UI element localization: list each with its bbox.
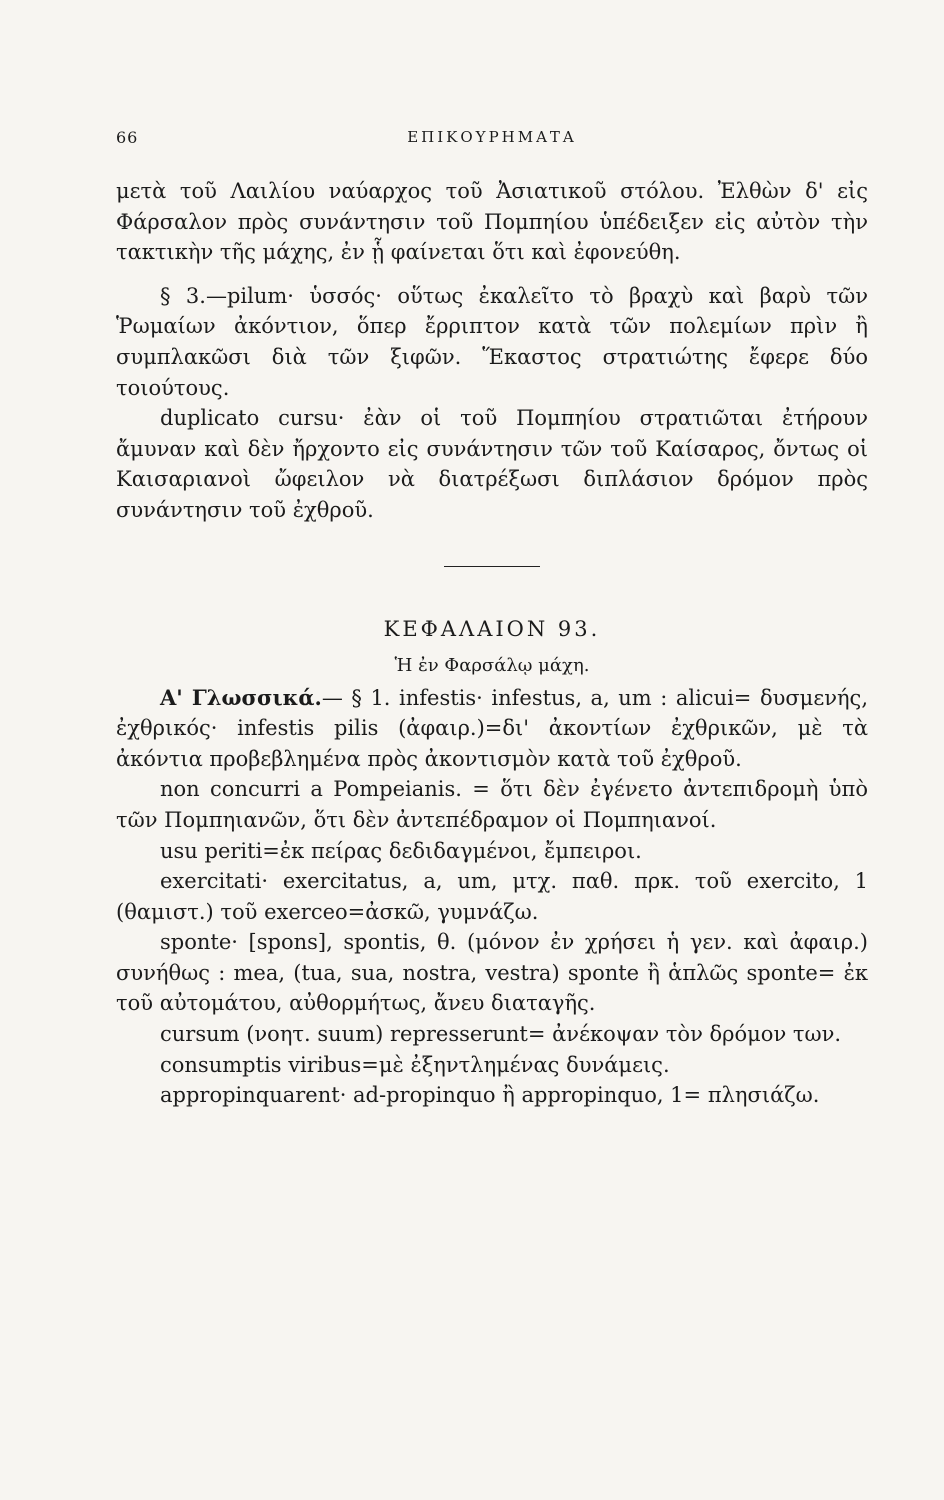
paragraph-1: μετὰ τοῦ Λαιλίου ναύαρχος τοῦ Ἀσιατικοῦ στόλου. Ἐλθὼν δ' εἰς Φάρσαλον πρὸς συνάντησιν τοῦ Πομπηίου ὑπέδειξεν εἰς αὐτὸν τὴν τακτικὴν τῆς μάχης, ἐν ᾗ φαίνεται ὅτι καὶ ἐφονεύθη. [116, 179, 868, 265]
glossary-entry: non concurri a Pompeianis. = ὅτι δὲν ἐγένετο ἀντεπιδρομὴ ὑπὸ τῶν Πομπηιανῶν, ὅτι δὲν ἀντεπέδραμον οἱ Πομπηιανοί. [116, 777, 868, 832]
glossary-entry: appropinquarent· ad-propinquo ἢ appropinquo, 1= πλησιάζω. [160, 1083, 820, 1108]
chapter-subtitle: Ἡ ἐν Φαρσάλῳ μάχη. [394, 654, 590, 676]
glossary-intro-text: — § 1. infestis· infestus, a, um : alicui= δυσμενής, ἐχθρικός· infestis pilis (ἀφαιρ.)=δι' ἀκοντίων ἐχθρικῶν, μὲ τὰ ἀκόντια προβεβλημένα πρὸς ἀκοντισμὸν κατὰ τοῦ ἐχθροῦ. [116, 685, 868, 771]
page-body [116, 176, 868, 1111]
glossary-entry: sponte· [spons], spontis, θ. (μόνον ἐν χρήσει ἡ γεν. καὶ ἀφαιρ.) συνήθως : mea, (tua, sua, nostra, vestra) sponte ἢ ἁπλῶς sponte= ἐκ τοῦ αὐτομάτου, αὐθορμήτως, ἄνευ διαταγῆς. [116, 930, 868, 1016]
glossary-entry: consumptis viribus=μὲ ἐξηντλημένας δυνάμεις. [160, 1052, 670, 1077]
glossary-entry: exercitati· exercitatus, a, um, μτχ. παθ. πρκ. τοῦ exercito, 1 (θαμιστ.) τοῦ exerceo=ἀσκῶ, γυμνάζω. [116, 869, 868, 924]
page-number: 66 [116, 128, 139, 147]
glossary-entry: cursum (νοητ. suum) represserunt= ἀνέκοψαν τὸν δρόμον των. [160, 1022, 842, 1047]
paragraph-2: § 3.—pilum· ὑσσός· οὕτως ἐκαλεῖτο τὸ βραχὺ καὶ βαρὺ τῶν Ῥωμαίων ἀκόντιον, ὅπερ ἔρριπτον κατὰ τῶν πολεμίων πρὶν ἢ συμπλακῶσι διὰ τῶν ξιφῶν. Ἕκαστος στρατιώτης ἔφερε δύο τοιούτους. [116, 283, 868, 400]
page-header [116, 128, 868, 152]
glossary-intro [116, 683, 868, 775]
chapter-title: ΚΕΦΑΛΑΙΟΝ 93. [383, 616, 601, 641]
paragraph-3: duplicato cursu· ἐὰν οἱ τοῦ Πομπηίου στρατιῶται ἐτήρουν ἄμυναν καὶ δὲν ἤρχοντο εἰς συνάντησιν τῶν τοῦ Καίσαρος, ὄντως οἱ Καισαριανοὶ ὤφειλον νὰ διατρέξωσι διπλάσιον δρόμον πρὸς συνάντησιν τοῦ ἐχθροῦ. [116, 406, 868, 522]
running-title: ΕΠΙΚΟΥΡΗΜΑΤΑ [407, 128, 577, 146]
section-divider [444, 566, 540, 567]
glossary-entry: usu periti=ἐκ πείρας δεδιδαγμένοι, ἔμπειροι. [160, 838, 642, 863]
glossary-label: Α' Γλωσσικά. [160, 684, 322, 710]
